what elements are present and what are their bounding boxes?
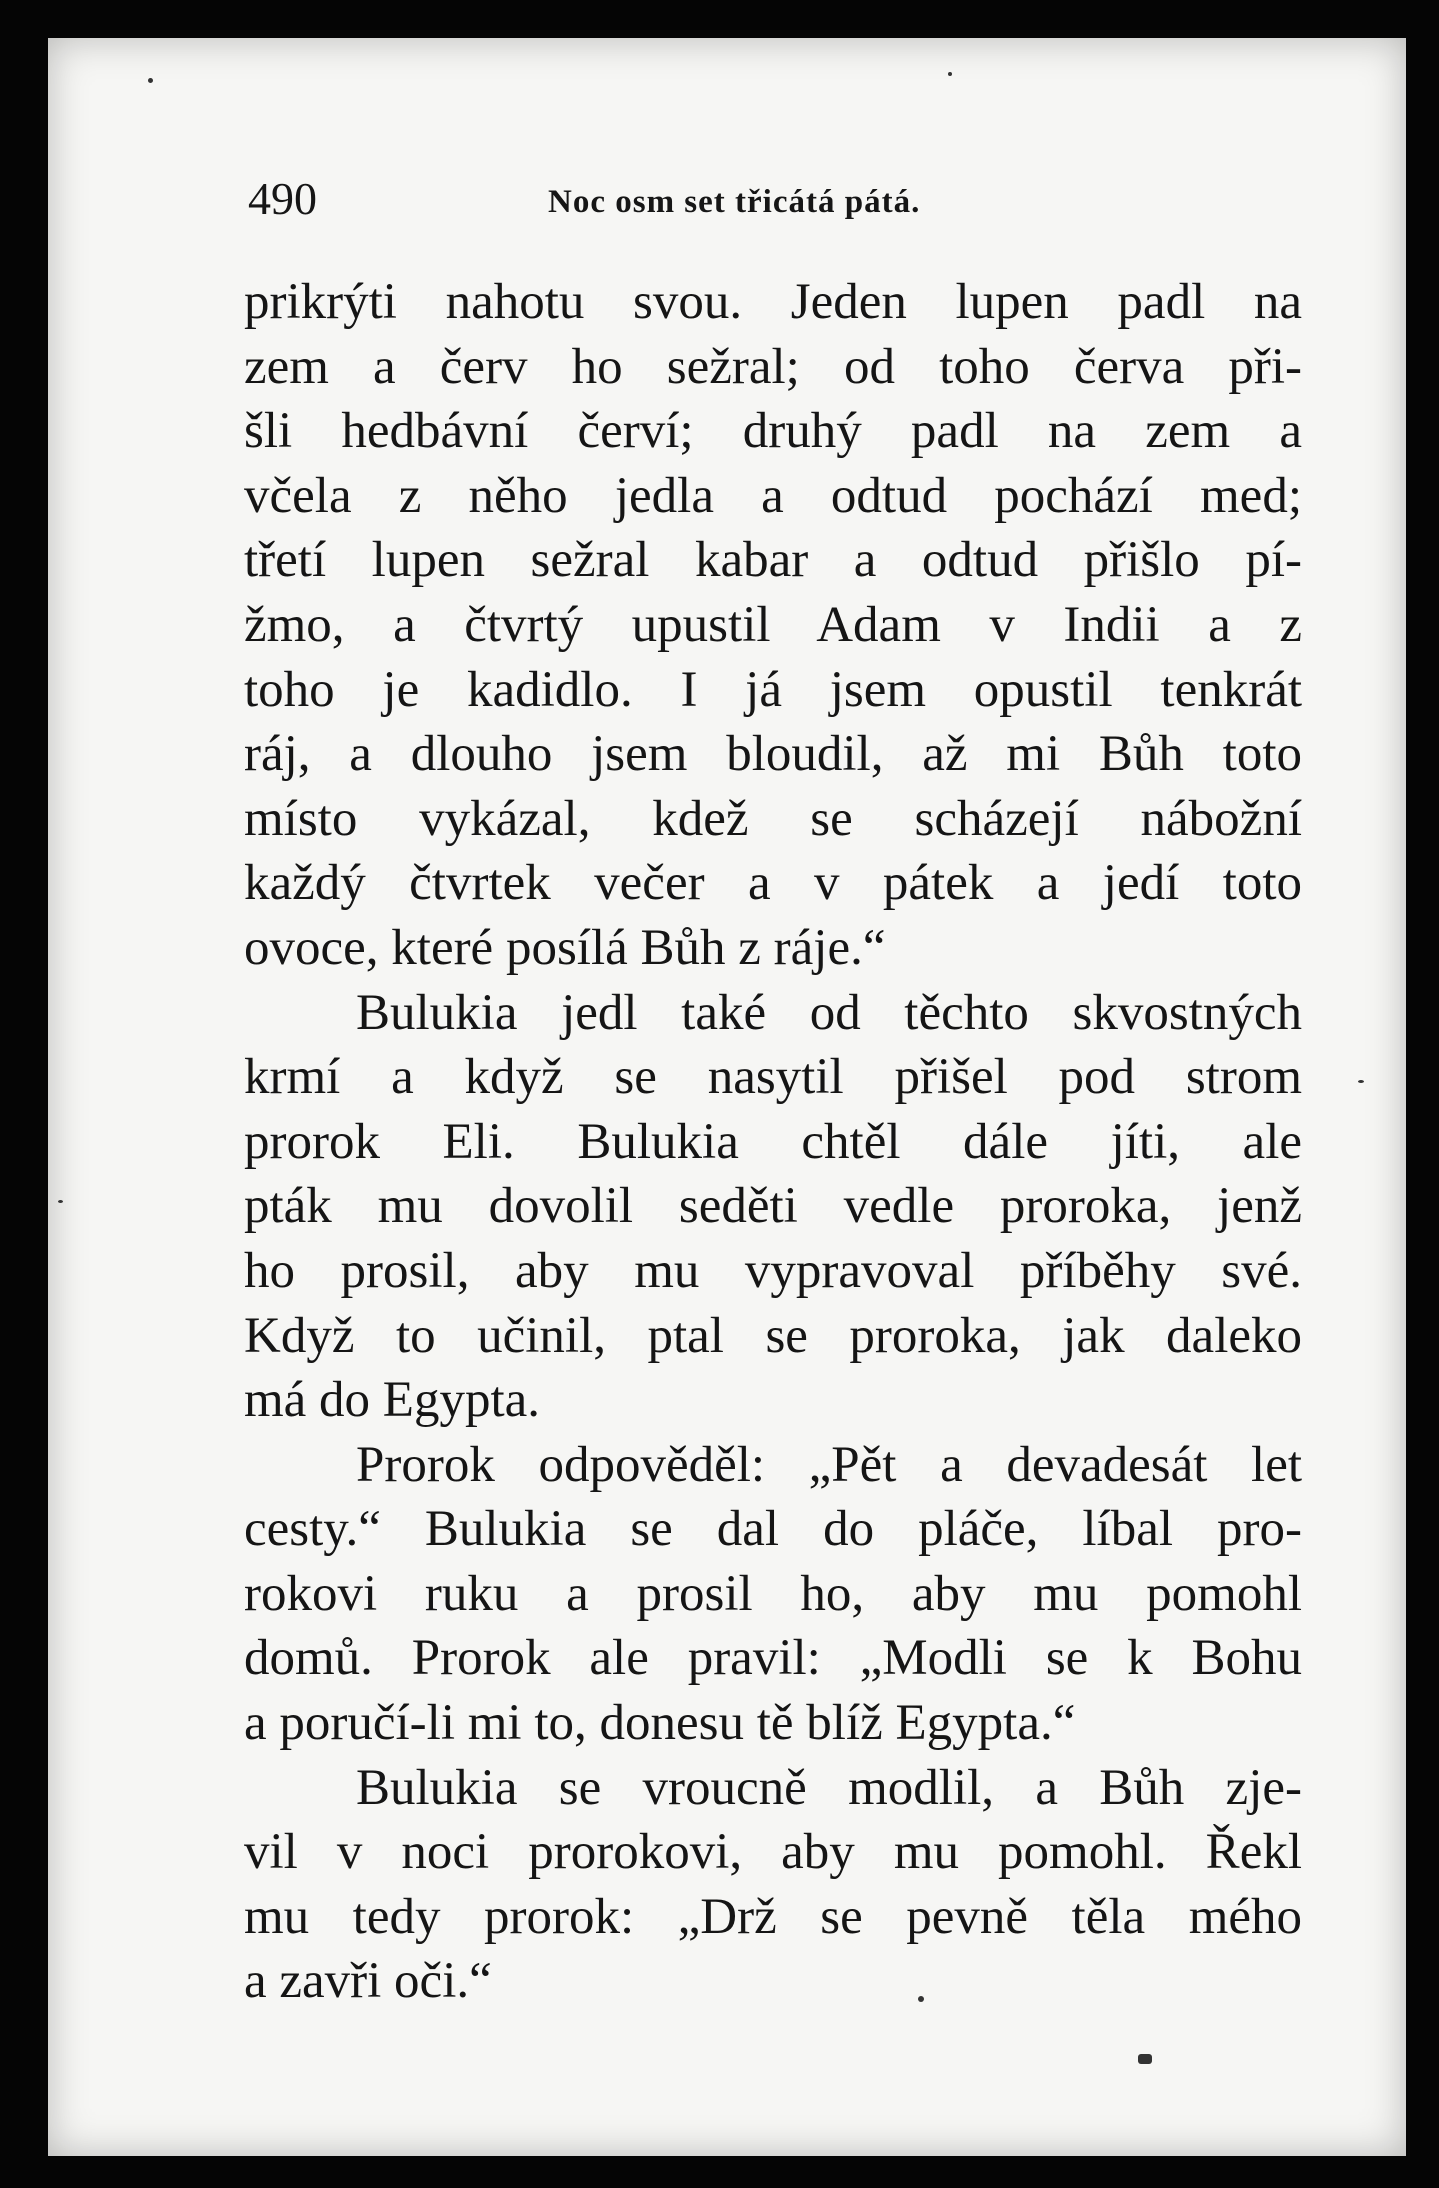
text-line: zem a červ ho sežral; od toho červa při- (244, 338, 1302, 395)
text-line: Bulukia jedl také od těchto skvostných (356, 984, 1302, 1041)
text-line: krmí a když se nasytil přišel pod strom (244, 1049, 1302, 1106)
text-line: prikrýti nahotu svou. Jeden lupen padl na (244, 274, 1302, 330)
text-line: Když to učinil, ptal se proroka, jak daleko (244, 1307, 1302, 1364)
text-line: prorok Eli. Bulukia chtěl dále jíti, ale (244, 1113, 1302, 1170)
paragraph (244, 1433, 1302, 1756)
text-line: Prorok odpověděl: „Pět a devadesát let (356, 1436, 1302, 1493)
paper-speck (948, 72, 952, 76)
paragraph (244, 1756, 1302, 2014)
text-line: toho je kadidlo. I já jsem opustil tenkrát (244, 661, 1302, 718)
text-line: žmo, a čtvrtý upustil Adam v Indii a z (244, 596, 1302, 653)
text-line: Bulukia se vroucně modlil, a Bůh zje- (356, 1759, 1302, 1816)
page-number: 490 (248, 173, 317, 224)
text-line: ráj, a dlouho jsem bloudil, až mi Bůh toto (244, 726, 1302, 783)
running-title: Noc osm set třicátá pátá. (548, 184, 921, 220)
page-text (244, 270, 1302, 2014)
text-line: cesty.“ Bulukia se dal do pláče, líbal pro- (244, 1501, 1302, 1558)
paper-speck (1358, 1080, 1364, 1083)
text-line: domů. Prorok ale pravil: „Modli se k Bohu (244, 1630, 1302, 1687)
text-line: a zavři oči.“ (244, 1953, 492, 2010)
text-line: šli hedbávní červí; druhý padl na zem a (244, 403, 1302, 460)
text-line: vil v noci prorokovi, aby mu pomohl. Řekl (244, 1824, 1302, 1881)
text-line: třetí lupen sežral kabar a odtud přišlo pí- (244, 532, 1302, 589)
text-line: má do Egypta. (244, 1372, 541, 1429)
text-line: každý čtvrtek večer a v pátek a jedí toto (244, 855, 1302, 912)
text-line: mu tedy prorok: „Drž se pevně těla mého (244, 1888, 1302, 1945)
paper-speck (58, 1200, 63, 1203)
text-line: pták mu dovolil seděti vedle proroka, jenž (244, 1178, 1302, 1235)
text-line: včela z něho jedla a odtud pochází med; (244, 467, 1302, 524)
text-line: rokovi ruku a prosil ho, aby mu pomohl (244, 1565, 1302, 1622)
paragraph (244, 270, 1302, 981)
paper-speck (1138, 2054, 1152, 2064)
text-line: ovoce, které posílá Bůh z ráje.“ (244, 919, 886, 976)
paragraph (244, 981, 1302, 1433)
text-line: místo vykázal, kdež se scházejí nábožní (244, 790, 1302, 847)
text-line: a poručí-li mi to, donesu tě blíž Egypta.“ (244, 1695, 1076, 1752)
paper-speck (148, 78, 153, 83)
text-line: ho prosil, aby mu vypravoval příběhy své. (244, 1242, 1302, 1299)
page-header (248, 162, 1302, 242)
